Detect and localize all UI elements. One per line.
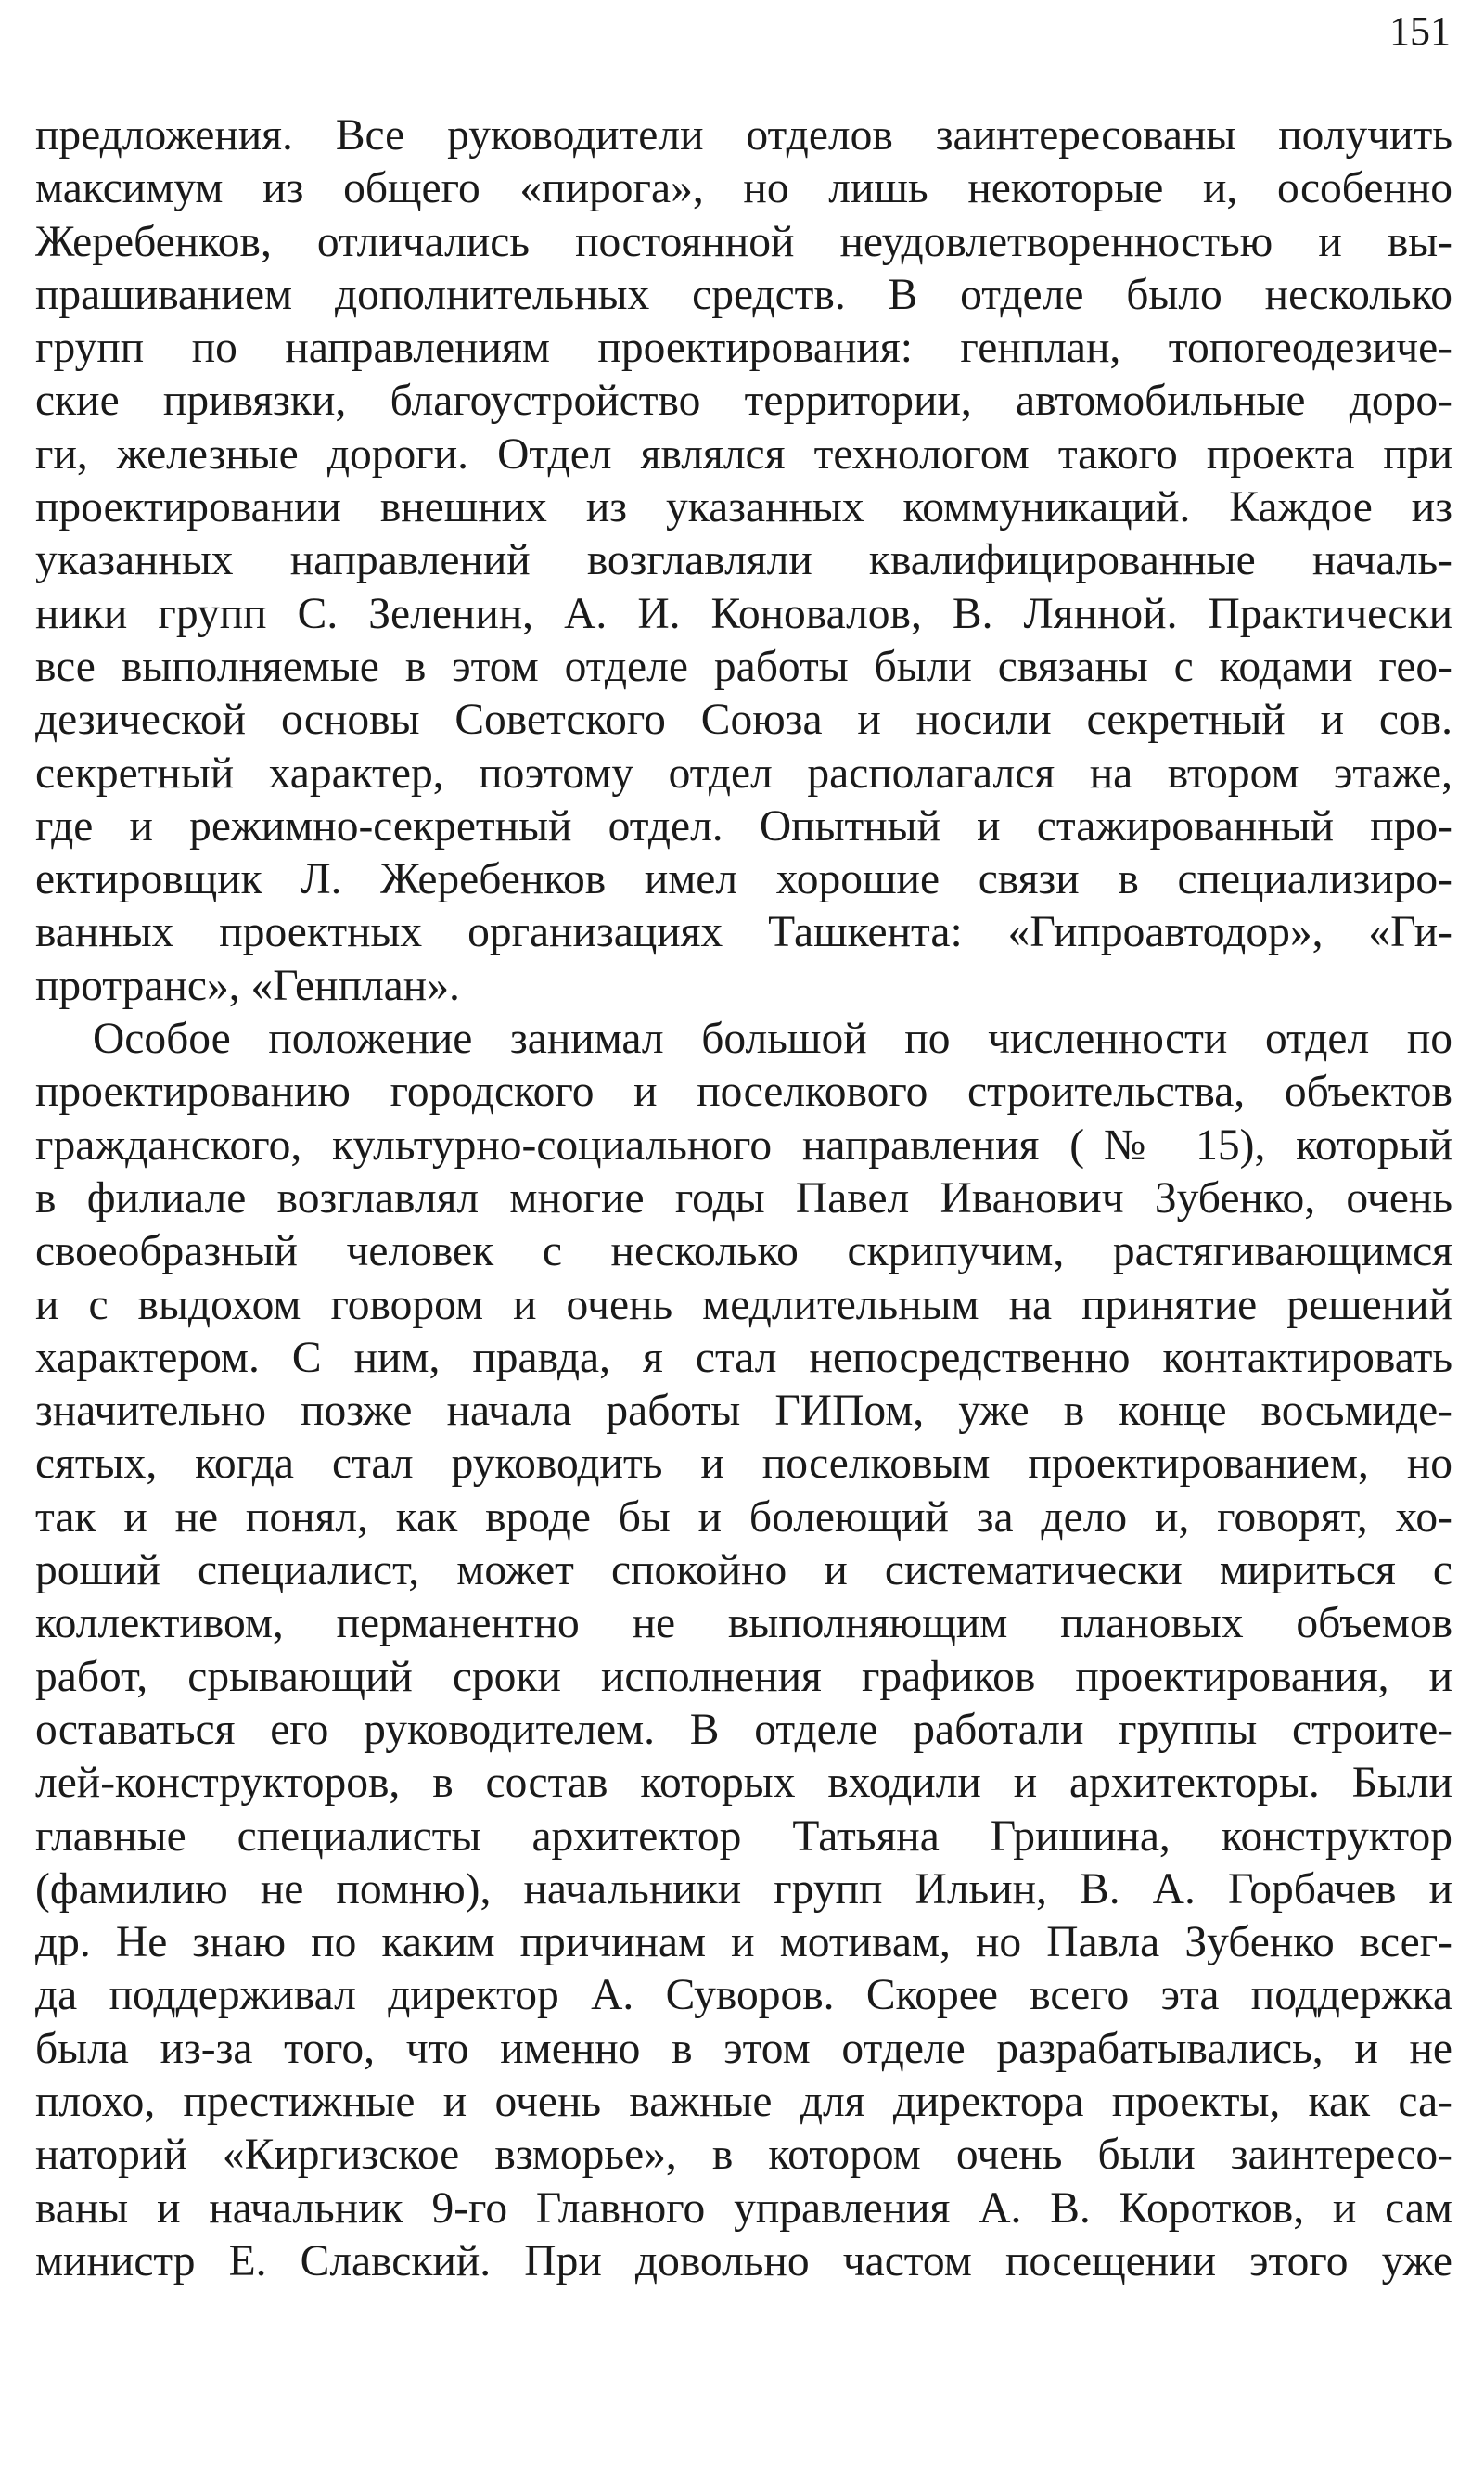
- text-line: лей-конструкторов, в состав которых входили и архитекторы. Были: [35, 1759, 1452, 1808]
- text-line: (фамилию не помню), начальники групп Ильин, В. А. Горбачев и: [35, 1864, 1452, 1913]
- text-line: была из-за того, что именно в этом отделе разрабатывались, и не: [35, 2024, 1452, 2073]
- text-line: плохо, престижные и очень важные для директора проекты, как са-: [35, 2077, 1452, 2126]
- text-line: наторий «Киргизское взморье», в котором очень были заинтересо-: [35, 2131, 1452, 2180]
- text-line: и с выдохом говором и очень медлительным на принятие решений: [35, 1280, 1452, 1329]
- text-line: сятых, когда стал руководить и поселковым проектированием, но: [35, 1440, 1452, 1489]
- text-line: прашиванием дополнительных средств. В отделе было несколько: [35, 270, 1452, 319]
- body-text: [35, 109, 1452, 2288]
- text-line: проектированию городского и поселкового строительства, объектов: [35, 1068, 1452, 1117]
- text-line: ники групп С. Зеленин, А. И. Коновалов, В. Лянной. Практически: [35, 589, 1452, 638]
- text-line: гражданского, культурно-социального направления (№ 15), который: [35, 1120, 1452, 1170]
- text-line: ги, железные дороги. Отдел являлся технологом такого проекта при: [35, 429, 1452, 479]
- text-line: работ, срывающий сроки исполнения графиков проектирования, и: [35, 1652, 1452, 1701]
- paragraph-1: [35, 109, 1452, 1013]
- text-line: значительно позже начала работы ГИПом, уже в конце восьмиде-: [35, 1387, 1452, 1436]
- text-line: коллективом, перманентно не выполняющим плановых объемов: [35, 1599, 1452, 1648]
- text-line: своеобразный человек с несколько скрипучим, растягивающимся: [35, 1227, 1452, 1276]
- text-line: да поддерживал директор А. Суворов. Скорее всего эта поддержка: [35, 1971, 1452, 2020]
- paragraph-2: [35, 1013, 1452, 2288]
- text-line: групп по направлениям проектирования: генплан, топогеодезиче-: [35, 324, 1452, 373]
- text-line: Жеребенков, отличались постоянной неудовлетворенностью и вы-: [35, 217, 1452, 266]
- text-line: указанных направлений возглавляли квалифицированные началь-: [35, 536, 1452, 585]
- text-line: протранс», «Генплан».: [35, 961, 460, 1010]
- text-line: секретный характер, поэтому отдел располагался на втором этаже,: [35, 749, 1452, 798]
- page-number: 151: [1389, 8, 1451, 54]
- text-line: главные специалисты архитектор Татьяна Гришина, конструктор: [35, 1811, 1452, 1861]
- text-line: ванных проектных организациях Ташкента: «Гипроавтодор», «Ги-: [35, 908, 1452, 957]
- text-line: максимум из общего «пирога», но лишь некоторые и, особенно: [35, 164, 1452, 213]
- text-line: оставаться его руководителем. В отделе работали группы строите-: [35, 1705, 1452, 1754]
- text-line: предложения. Все руководители отделов заинтересованы получить: [35, 111, 1452, 160]
- text-line: в филиале возглавлял многие годы Павел Иванович Зубенко, очень: [35, 1173, 1452, 1222]
- text-line: ектировщик Л. Жеребенков имел хорошие связи в специализиро-: [35, 855, 1452, 904]
- text-line: характером. С ним, правда, я стал непосредственно контактировать: [35, 1333, 1452, 1382]
- text-line: дезической основы Советского Союза и носили секретный и сов.: [35, 696, 1452, 745]
- text-line: ваны и начальник 9-го Главного управления А. В. Коротков, и сам: [35, 2183, 1452, 2233]
- text-line: Особое положение занимал большой по численности отдел по: [93, 1015, 1452, 1064]
- text-line: проектировании внешних из указанных коммуникаций. Каждое из: [35, 483, 1452, 532]
- text-line: где и режимно-секретный отдел. Опытный и стажированный про-: [35, 801, 1452, 851]
- text-line: все выполняемые в этом отделе работы были связаны с кодами гео-: [35, 642, 1452, 691]
- text-line: министр Е. Славский. При довольно частом посещении этого уже: [35, 2236, 1452, 2285]
- text-line: так и не понял, как вроде бы и болеющий за дело и, говорят, хо-: [35, 1492, 1452, 1542]
- text-line: др. Не знаю по каким причинам и мотивам, но Павла Зубенко всег-: [35, 1918, 1452, 1967]
- text-line: ские привязки, благоустройство территории, автомобильные доро-: [35, 377, 1452, 426]
- text-line: роший специалист, может спокойно и систематически мириться с: [35, 1546, 1452, 1595]
